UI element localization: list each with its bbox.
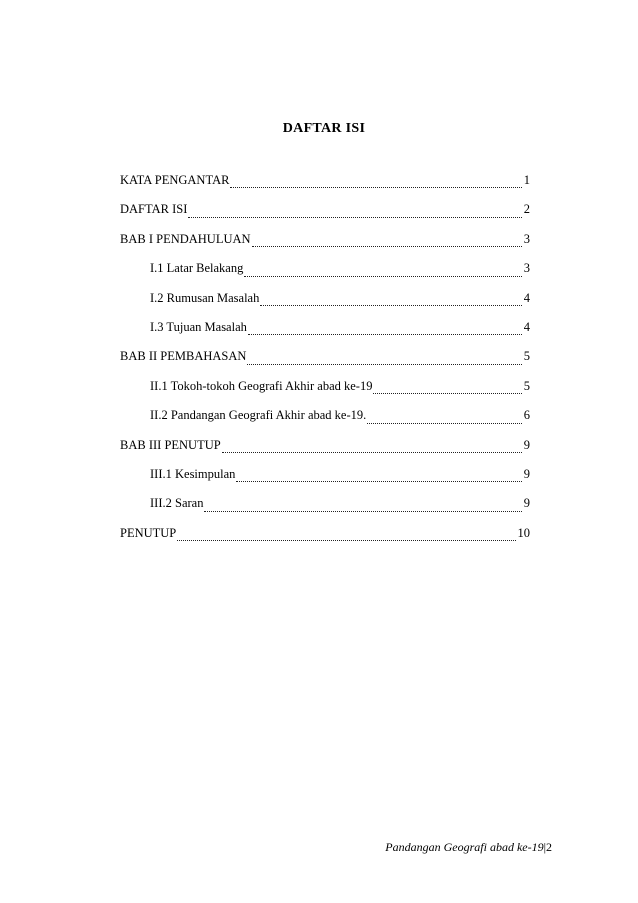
- toc-entry-3-1: [120, 465, 530, 494]
- dot-leader: [244, 275, 521, 277]
- dot-leader: [177, 539, 515, 541]
- toc-entry-1-3: [120, 318, 530, 347]
- footer-title: Pandangan Geografi abad ke-19: [385, 840, 544, 854]
- toc-entry-page: 4: [523, 290, 530, 305]
- toc-entry-bab-1: [120, 230, 530, 259]
- toc-entry-2-1: [120, 377, 530, 406]
- toc-entry-bab-3: [120, 436, 530, 465]
- toc-entry-bab-2: [120, 347, 530, 376]
- toc-entry-label: KATA PENGANTAR: [120, 173, 230, 187]
- toc-entry-page: 5: [523, 378, 530, 393]
- toc-entry-label: III.2 Saran: [150, 496, 204, 511]
- dot-leader: [260, 304, 521, 306]
- toc-entry-page: 2: [523, 202, 530, 217]
- dot-leader: [204, 510, 521, 512]
- page-footer: [385, 840, 552, 855]
- toc-entry-label: BAB III PENUTUP: [120, 437, 221, 452]
- dot-leader: [230, 186, 521, 188]
- dot-leader: [236, 480, 521, 482]
- toc-entry-1-1: [120, 259, 530, 288]
- toc-entry-page: 3: [523, 261, 530, 276]
- toc-entry-penutup: [120, 524, 530, 553]
- toc-entry-label: BAB I PENDAHULUAN: [120, 231, 251, 246]
- toc-entry-page: 6: [523, 408, 530, 423]
- toc-entry-page: 9: [523, 496, 530, 511]
- toc-entry-1-2: [120, 289, 530, 318]
- toc-entry-page: 10: [517, 525, 530, 540]
- toc-entry-page: 9: [523, 466, 530, 481]
- toc-entry-label: I.3 Tujuan Masalah: [150, 319, 247, 334]
- toc-entry-kata-pengantar: [120, 171, 530, 200]
- toc-entry-label: BAB II PEMBAHASAN: [120, 349, 247, 364]
- dot-leader: [373, 392, 521, 394]
- page-title: DAFTAR ISI: [282, 121, 366, 136]
- toc-entry-page: 1: [523, 173, 530, 187]
- toc-entry-label: DAFTAR ISI: [120, 202, 188, 217]
- footer-separator: |: [543, 840, 546, 854]
- dot-leader: [367, 422, 522, 424]
- toc-entry-label: I.1 Latar Belakang: [150, 261, 244, 276]
- toc-entry-page: 3: [523, 231, 530, 246]
- footer-page-number: 2: [546, 840, 552, 854]
- toc-entry-label: III.1 Kesimpulan: [150, 466, 236, 481]
- toc-entry-page: 9: [523, 437, 530, 452]
- toc-entry-daftar-isi: [120, 200, 530, 229]
- toc-entry-2-2: [120, 406, 530, 435]
- dot-leader: [188, 216, 521, 218]
- toc-entry-label: II.1 Tokoh-tokoh Geografi Akhir abad ke-19: [150, 378, 373, 393]
- toc-entry-label: II.2 Pandangan Geografi Akhir abad ke-19.: [150, 408, 367, 423]
- toc-entry-label: I.2 Rumusan Masalah: [150, 290, 260, 305]
- toc-entry-3-2: [120, 494, 530, 523]
- toc-entry-label: PENUTUP: [120, 525, 177, 540]
- dot-leader: [248, 333, 522, 335]
- toc-entry-page: 5: [523, 349, 530, 364]
- toc-entry-page: 4: [523, 319, 530, 334]
- dot-leader: [222, 451, 522, 453]
- dot-leader: [252, 245, 522, 247]
- table-of-contents: [120, 171, 530, 553]
- dot-leader: [247, 363, 521, 365]
